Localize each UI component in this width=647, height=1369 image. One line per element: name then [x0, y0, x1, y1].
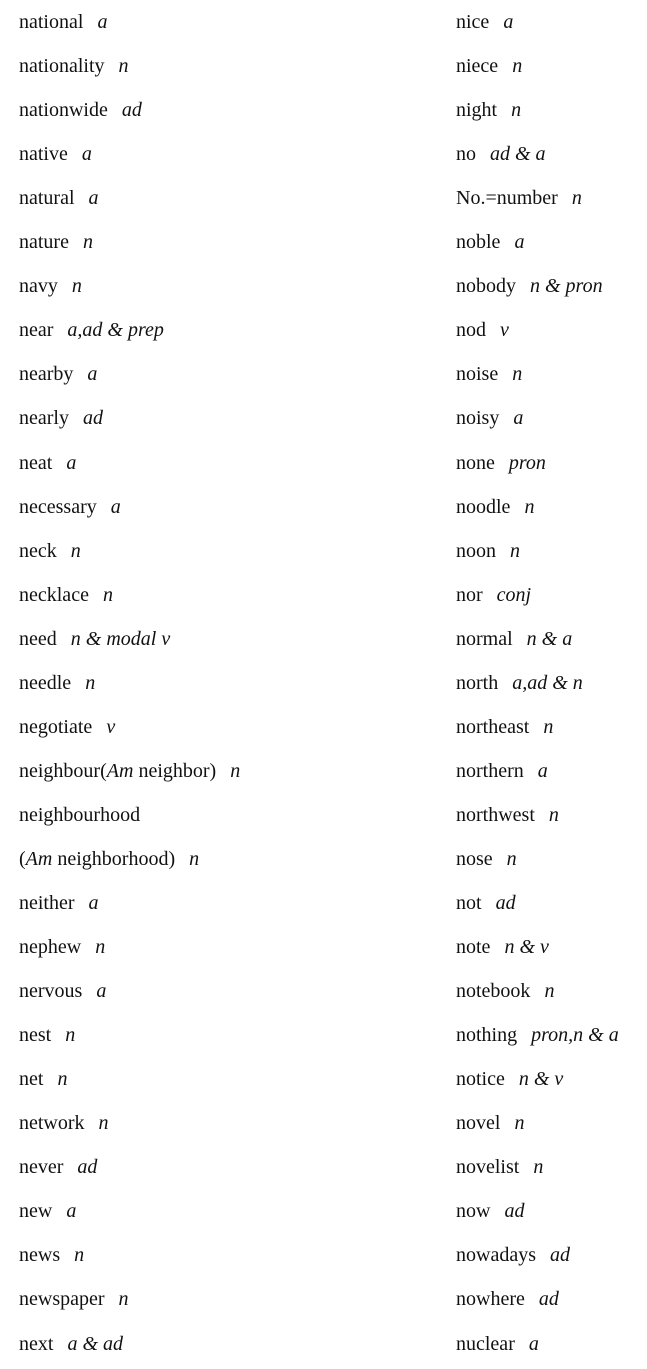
entry-word: nationwide	[19, 99, 108, 122]
word-entry	[19, 715, 115, 739]
part-of-speech: a	[96, 980, 107, 1003]
part-of-speech: n	[512, 55, 523, 78]
part-of-speech: n	[65, 1024, 76, 1047]
part-of-speech: n	[118, 55, 129, 78]
entry-word: No.=number	[456, 187, 558, 210]
part-of-speech: n	[510, 539, 520, 562]
word-entry	[456, 1067, 563, 1091]
entry-word: nephew	[19, 936, 82, 959]
word-entry	[19, 274, 82, 298]
word-entry	[19, 847, 199, 871]
word-entry	[456, 362, 522, 386]
part-of-speech: a	[513, 407, 524, 430]
entry-word: nervous	[19, 980, 83, 1003]
entry-word: note	[456, 936, 491, 959]
entry-word: neat	[19, 451, 53, 474]
entry-word: news	[19, 1244, 61, 1267]
part-of-speech: n	[506, 847, 517, 870]
entry-word: nationality	[19, 55, 105, 78]
word-entry	[456, 671, 583, 695]
word-entry	[456, 979, 554, 1003]
entry-word: neighbourhood	[19, 803, 141, 826]
entry-word: native	[19, 143, 68, 166]
word-entry	[456, 1199, 524, 1223]
word-entry	[456, 274, 603, 298]
entry-word: necessary	[19, 495, 97, 518]
part-of-speech: ad	[504, 1200, 525, 1223]
word-entry	[456, 406, 523, 430]
word-entry	[19, 1023, 75, 1047]
part-of-speech: n	[543, 715, 554, 738]
word-entry	[19, 1243, 84, 1267]
entry-word: novel	[456, 1112, 501, 1135]
part-of-speech: ad	[82, 407, 103, 430]
part-of-speech: a	[97, 11, 108, 33]
part-of-speech: n	[74, 1244, 85, 1267]
part-of-speech: a	[110, 495, 121, 518]
word-entry	[19, 318, 164, 342]
word-entry	[456, 98, 521, 122]
entry-word: notebook	[456, 980, 531, 1003]
entry-word: nothing	[456, 1024, 518, 1047]
part-of-speech: n & v	[518, 1068, 564, 1091]
part-of-speech: n	[548, 803, 559, 826]
word-entry	[456, 318, 509, 342]
entry-word: no	[456, 143, 476, 166]
part-of-speech: a	[81, 143, 92, 166]
entry-word: not	[456, 892, 482, 914]
word-entry	[19, 583, 113, 607]
part-of-speech: pron	[508, 451, 546, 474]
part-of-speech: n & modal v	[70, 627, 171, 650]
part-of-speech: ad	[495, 892, 516, 914]
entry-word: newspaper	[19, 1288, 105, 1311]
part-of-speech: ad	[538, 1288, 559, 1311]
entry-word: night	[456, 99, 498, 122]
entry-word: needle	[19, 671, 72, 694]
word-entry	[456, 1023, 619, 1047]
entry-word: nowadays	[456, 1244, 536, 1267]
word-entry	[456, 1287, 559, 1311]
word-entry	[456, 186, 582, 210]
entry-word: nobody	[456, 275, 516, 298]
entry-word: noisy	[456, 407, 500, 430]
part-of-speech: n	[102, 583, 113, 606]
word-entry	[456, 539, 520, 563]
word-entry	[19, 1111, 109, 1135]
word-entry	[456, 803, 559, 827]
word-entry	[456, 583, 531, 607]
entry-word: natural	[19, 187, 75, 210]
word-entry	[19, 759, 240, 783]
word-entry	[456, 847, 517, 871]
entry-word: network	[19, 1112, 85, 1135]
word-entry	[456, 54, 522, 78]
part-of-speech: ad & a	[490, 143, 546, 166]
word-entry	[456, 935, 549, 959]
part-of-speech: n & v	[504, 936, 549, 959]
part-of-speech: a,ad & n	[512, 671, 583, 694]
entry-word: nature	[19, 231, 69, 254]
entry-word: nor	[456, 583, 483, 606]
entry-word: nice	[456, 11, 490, 33]
word-entry	[19, 98, 142, 122]
part-of-speech: n	[524, 495, 535, 518]
part-of-speech: n	[512, 363, 523, 386]
part-of-speech: v	[500, 319, 509, 342]
part-of-speech: a	[88, 187, 99, 210]
entry-word: nearby	[19, 363, 74, 386]
part-of-speech: n	[544, 980, 555, 1003]
word-entry	[19, 495, 121, 519]
word-entry	[19, 451, 76, 475]
entry-word: noon	[456, 539, 496, 562]
entry-word: new	[19, 1200, 53, 1223]
entry-word: nuclear	[456, 1332, 515, 1355]
entry-word-prefix: neighbour(	[19, 759, 107, 782]
part-of-speech: a	[87, 363, 98, 386]
entry-word: nearly	[19, 407, 69, 430]
entry-word-prefix: (	[19, 847, 26, 870]
entry-word-variant-label: Am	[25, 847, 53, 870]
entry-word-suffix: neighborhood)	[52, 847, 176, 870]
entry-word	[19, 848, 175, 870]
part-of-speech: n	[230, 759, 241, 782]
entry-word-variant-label: Am	[106, 759, 134, 782]
part-of-speech: n	[511, 99, 522, 122]
word-entry	[456, 451, 546, 475]
word-entry	[19, 362, 97, 386]
word-entry	[456, 1243, 570, 1267]
entry-word: noble	[456, 231, 501, 254]
word-entry	[456, 10, 513, 34]
entry-word: navy	[19, 275, 58, 298]
word-entry	[456, 1111, 524, 1135]
part-of-speech: ad	[77, 1156, 98, 1179]
word-entry	[19, 230, 93, 254]
word-entry	[19, 1067, 67, 1091]
word-entry	[19, 979, 106, 1003]
part-of-speech: a	[528, 1332, 539, 1355]
entry-word: noise	[456, 363, 499, 386]
word-entry	[456, 230, 524, 254]
part-of-speech: n & pron	[530, 275, 603, 298]
word-entry	[456, 495, 534, 519]
entry-word: niece	[456, 55, 499, 78]
part-of-speech: n	[85, 671, 96, 694]
word-entry	[19, 186, 99, 210]
entry-word: next	[19, 1332, 54, 1355]
word-entry	[19, 891, 99, 915]
part-of-speech: v	[106, 715, 116, 738]
entry-word: north	[456, 671, 499, 694]
entry-word: never	[19, 1156, 64, 1179]
entry-word: negotiate	[19, 715, 93, 738]
part-of-speech: n	[95, 936, 106, 959]
entry-word: northern	[456, 759, 524, 782]
entry-word-suffix: neighbor)	[133, 759, 217, 782]
entry-word: need	[19, 627, 57, 650]
word-entry	[19, 671, 95, 695]
entry-word: nose	[456, 847, 493, 870]
entry-word: normal	[456, 627, 513, 650]
word-entry	[19, 803, 140, 827]
part-of-speech: n	[71, 275, 82, 298]
word-entry	[456, 891, 516, 915]
entry-word: net	[19, 1068, 44, 1091]
entry-word: now	[456, 1200, 491, 1223]
part-of-speech: pron,n & a	[531, 1024, 619, 1047]
part-of-speech: n	[118, 1288, 129, 1311]
word-entry	[456, 627, 572, 651]
part-of-speech: n	[533, 1156, 544, 1179]
entry-word	[19, 760, 216, 782]
part-of-speech: conj	[496, 583, 532, 606]
word-entry	[19, 142, 92, 166]
part-of-speech: a	[537, 759, 548, 782]
part-of-speech: a	[66, 451, 77, 474]
entry-word: nod	[456, 319, 486, 342]
part-of-speech: n	[70, 539, 81, 562]
word-entry	[19, 935, 105, 959]
word-entry	[19, 627, 170, 651]
entry-word: none	[456, 451, 495, 474]
part-of-speech: a	[66, 1200, 77, 1223]
part-of-speech: a,ad & prep	[67, 319, 164, 342]
part-of-speech: a	[503, 11, 514, 33]
entry-word: northeast	[456, 715, 530, 738]
part-of-speech: ad	[549, 1244, 570, 1267]
entry-word: national	[19, 11, 84, 33]
part-of-speech: n	[189, 847, 200, 870]
part-of-speech: a & ad	[67, 1332, 123, 1355]
entry-word: necklace	[19, 583, 89, 606]
word-entry	[19, 406, 103, 430]
word-entry	[19, 1199, 76, 1223]
part-of-speech: a	[88, 892, 99, 914]
part-of-speech: n	[514, 1112, 525, 1135]
word-entry	[19, 1155, 97, 1179]
entry-word: novelist	[456, 1156, 520, 1179]
entry-word: nest	[19, 1024, 52, 1047]
part-of-speech: n	[57, 1068, 68, 1091]
entry-word: neck	[19, 539, 57, 562]
part-of-speech: n	[98, 1112, 109, 1135]
word-entry	[456, 759, 548, 783]
entry-word: northwest	[456, 803, 535, 826]
word-entry	[456, 142, 546, 166]
word-entry	[456, 1332, 539, 1356]
entry-word: noodle	[456, 495, 511, 518]
word-entry	[19, 1332, 123, 1356]
word-entry	[19, 54, 129, 78]
word-entry	[19, 539, 81, 563]
entry-word: nowhere	[456, 1288, 525, 1311]
part-of-speech: n	[571, 187, 582, 210]
part-of-speech: a	[514, 231, 525, 254]
part-of-speech: ad	[121, 99, 142, 122]
entry-word: neither	[19, 892, 75, 914]
word-entry	[19, 10, 107, 34]
part-of-speech: n & a	[526, 627, 573, 650]
word-entry	[456, 715, 553, 739]
word-entry	[456, 1155, 543, 1179]
part-of-speech: n	[82, 231, 93, 254]
entry-word: near	[19, 319, 54, 342]
entry-word: notice	[456, 1068, 505, 1091]
word-entry	[19, 1287, 129, 1311]
